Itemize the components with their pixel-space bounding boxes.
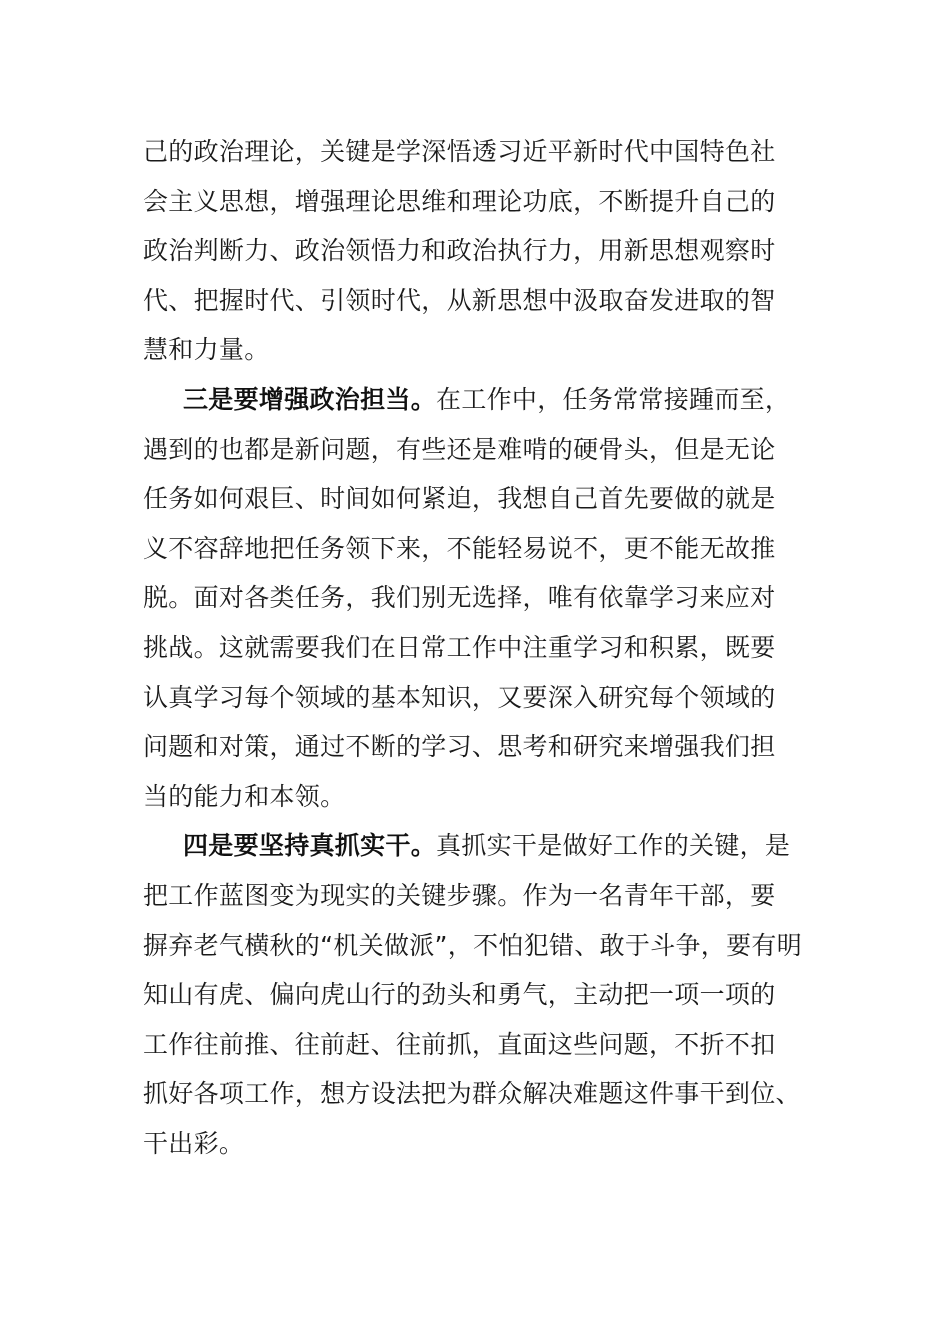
text-line: 知山有虎、偏向虎山行的劲头和勇气，主动把一项一项的 [143,980,776,1010]
text-line: 摒弃老气横秋的“机关做派”，不怕犯错、敢于斗争，要有明 [143,930,803,960]
text-line: 问题和对策，通过不断的学习、思考和研究来增强我们担 [143,732,776,762]
text-line: 挑战。这就需要我们在日常工作中注重学习和积累，既要 [143,632,776,662]
text-segment: 在工作中，任务常常接踵而至， [436,384,791,414]
text-line: 任务如何艰巨、时间如何紧迫，我想自己首先要做的就是 [143,484,776,514]
text-line: 遇到的也都是新问题，有些还是难啃的硬骨头，但是无论 [143,434,776,464]
paragraph-practical-work [143,821,823,1168]
text-line: 己的政治理论，关键是学深悟透习近平新时代中国特色社 [143,137,776,166]
text-line: 慧和力量。 [143,335,270,365]
text-line: 干出彩。 [143,1128,245,1158]
document-body [143,127,823,1168]
paragraph-first-line [143,375,823,425]
section-heading: 四是要坚持真抓实干。 [183,831,437,861]
paragraph-political-theory [143,127,823,375]
paragraph-political-responsibility [143,375,823,821]
text-line: 政治判断力、政治领悟力和政治执行力，用新思想观察时 [143,236,776,266]
text-line: 把工作蓝图变为现实的关键步骤。作为一名青年干部，要 [143,880,776,910]
text-segment: 真抓实干是做好工作的关键，是 [436,831,791,861]
paragraph-first-line [143,821,823,871]
text-line: 脱。面对各类任务，我们别无选择，唯有依靠学习来应对 [143,583,776,613]
text-line: 工作往前推、往前赶、往前抓，直面这些问题，不折不扣 [143,1029,776,1059]
text-line: 当的能力和本领。 [143,781,346,811]
text-line: 抓好各项工作，想方设法把为群众解决难题这件事干到位、 [143,1079,801,1109]
text-line: 会主义思想，增强理论思维和理论功底，不断提升自己的 [143,186,776,216]
text-line: 认真学习每个领域的基本知识，又要深入研究每个领域的 [143,682,776,712]
text-line: 代、把握时代、引领时代，从新思想中汲取奋发进取的智 [143,285,776,315]
section-heading: 三是要增强政治担当。 [183,384,437,414]
text-line: 义不容辞地把任务领下来，不能轻易说不，更不能无故推 [143,533,776,563]
